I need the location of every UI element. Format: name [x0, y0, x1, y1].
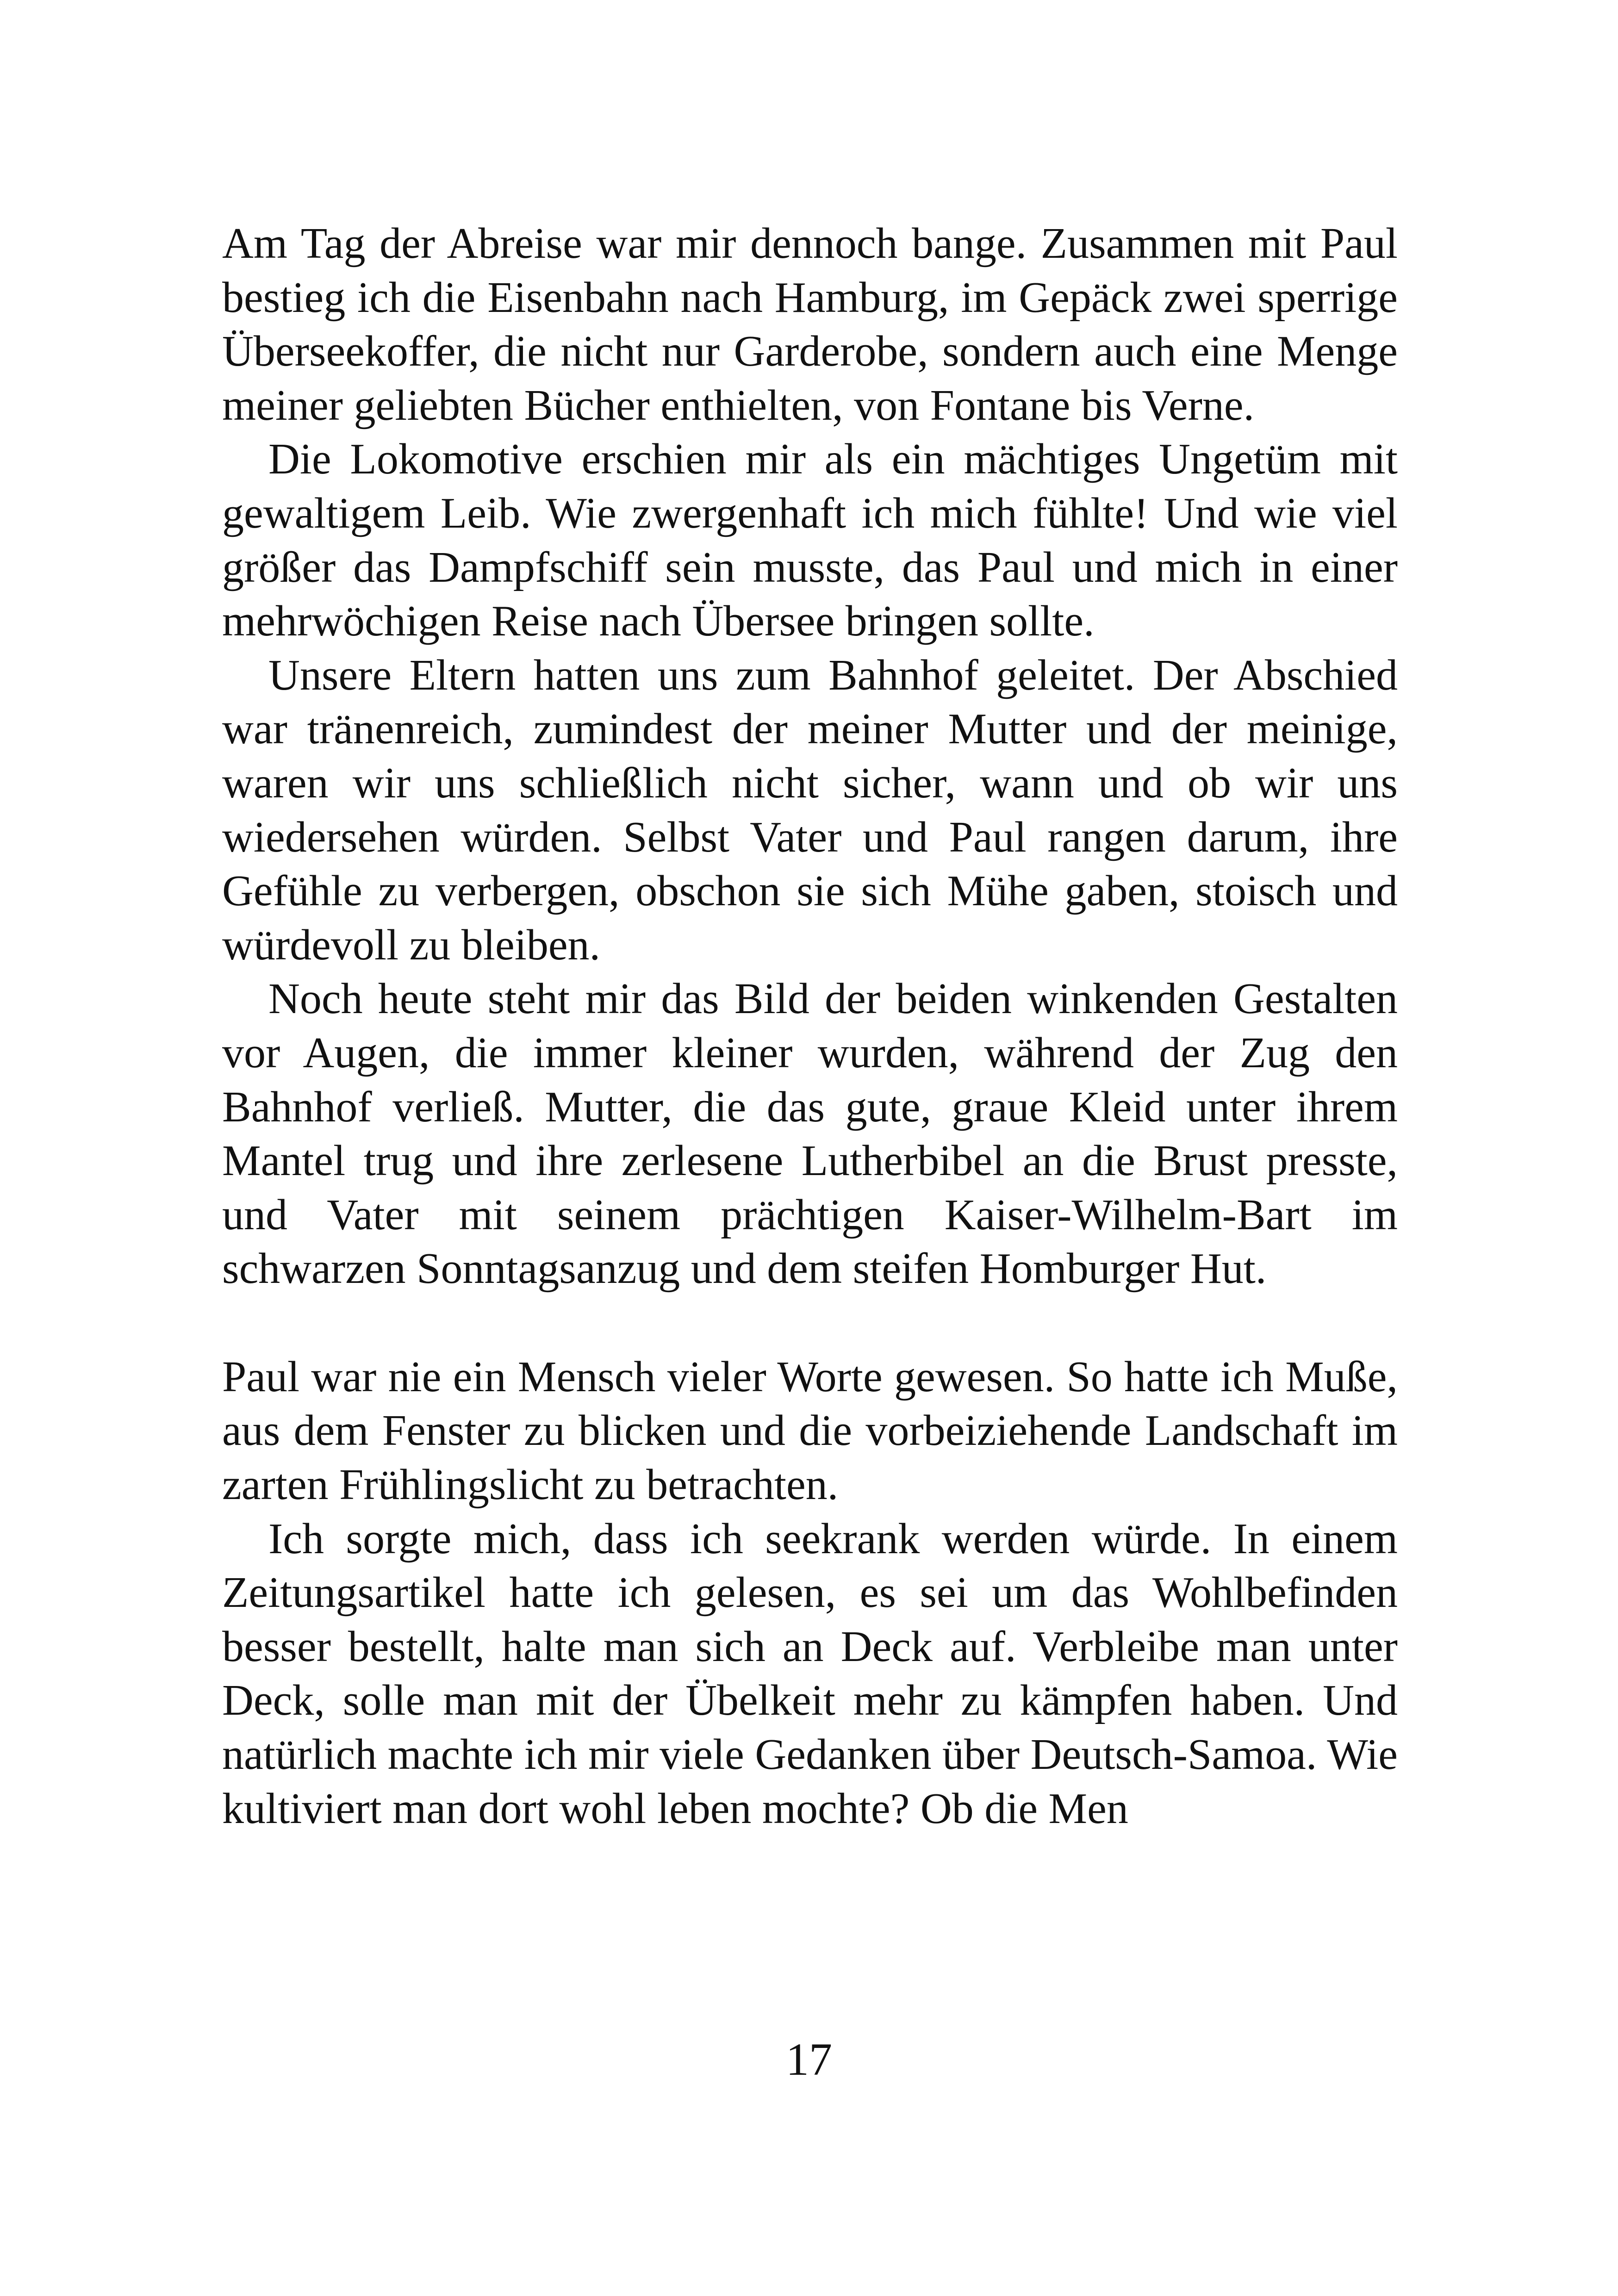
paragraph-2: Die Lokomotive erschien mir als ein mächtiges Ungetüm mit gewaltigem Leib. Wie zwergenhaft ich mich fühlte! Und wie viel größer das Dampfschiff sein musste, das Paul und mich in einer mehrwöchigen Reise nach Übersee bringen sollte.	[222, 435, 1398, 646]
paragraph-5: Paul war nie ein Mensch vieler Worte gewesen. So hatte ich Muße, aus dem Fenster zu blicken und die vorbeiziehende Landschaft im zarten Frühlingslicht zu betrachten.	[222, 1352, 1398, 1509]
paragraph-3: Unsere Eltern hatten uns zum Bahnhof geleitet. Der Abschied war tränenreich, zumindest der meiner Mutter und der meinige, waren wir uns schließlich nicht sicher, wann und ob wir uns wiedersehen würden. Selbst Vater und Paul rangen darum, ihre Gefühle zu verbergen, obschon sie sich Mühe gaben, stoisch und würdevoll zu bleiben.	[222, 651, 1398, 969]
page-number: 17	[786, 2034, 832, 2085]
body-text	[222, 217, 1398, 1836]
paragraph-6: Ich sorgte mich, dass ich seekrank werden würde. In einem Zeitungsartikel hatte ich gelesen, es sei um das Wohlbefinden besser bestellt, halte man sich an Deck auf. Verbleibe man unter Deck, solle man mit der Übelkeit mehr zu kämpfen haben. Und natürlich machte ich mir viele Gedanken über Deutsch-Samoa. Wie kultiviert man dort wohl leben mochte? Ob die Men	[222, 1514, 1398, 1833]
paragraph-1: Am Tag der Abreise war mir dennoch bange. Zusammen mit Paul bestieg ich die Eisenbahn nach Hamburg, im Gepäck zwei sperrige Überseekoffer, die nicht nur Garderobe, sondern auch eine Menge meiner geliebten Bücher enthielten, von Fontane bis Verne.	[222, 219, 1398, 429]
paragraph-4: Noch heute steht mir das Bild der beiden winkenden Gestalten vor Augen, die immer kleiner wurden, während der Zug den Bahnhof verließ. Mutter, die das gute, graue Kleid unter ihrem Mantel trug und ihre zerlesene Lutherbibel an die Brust presste, und Vater mit seinem prächtigen Kaiser-Wilhelm-Bart im schwarzen Sonntagsanzug und dem steifen Homburger Hut.	[222, 975, 1398, 1293]
